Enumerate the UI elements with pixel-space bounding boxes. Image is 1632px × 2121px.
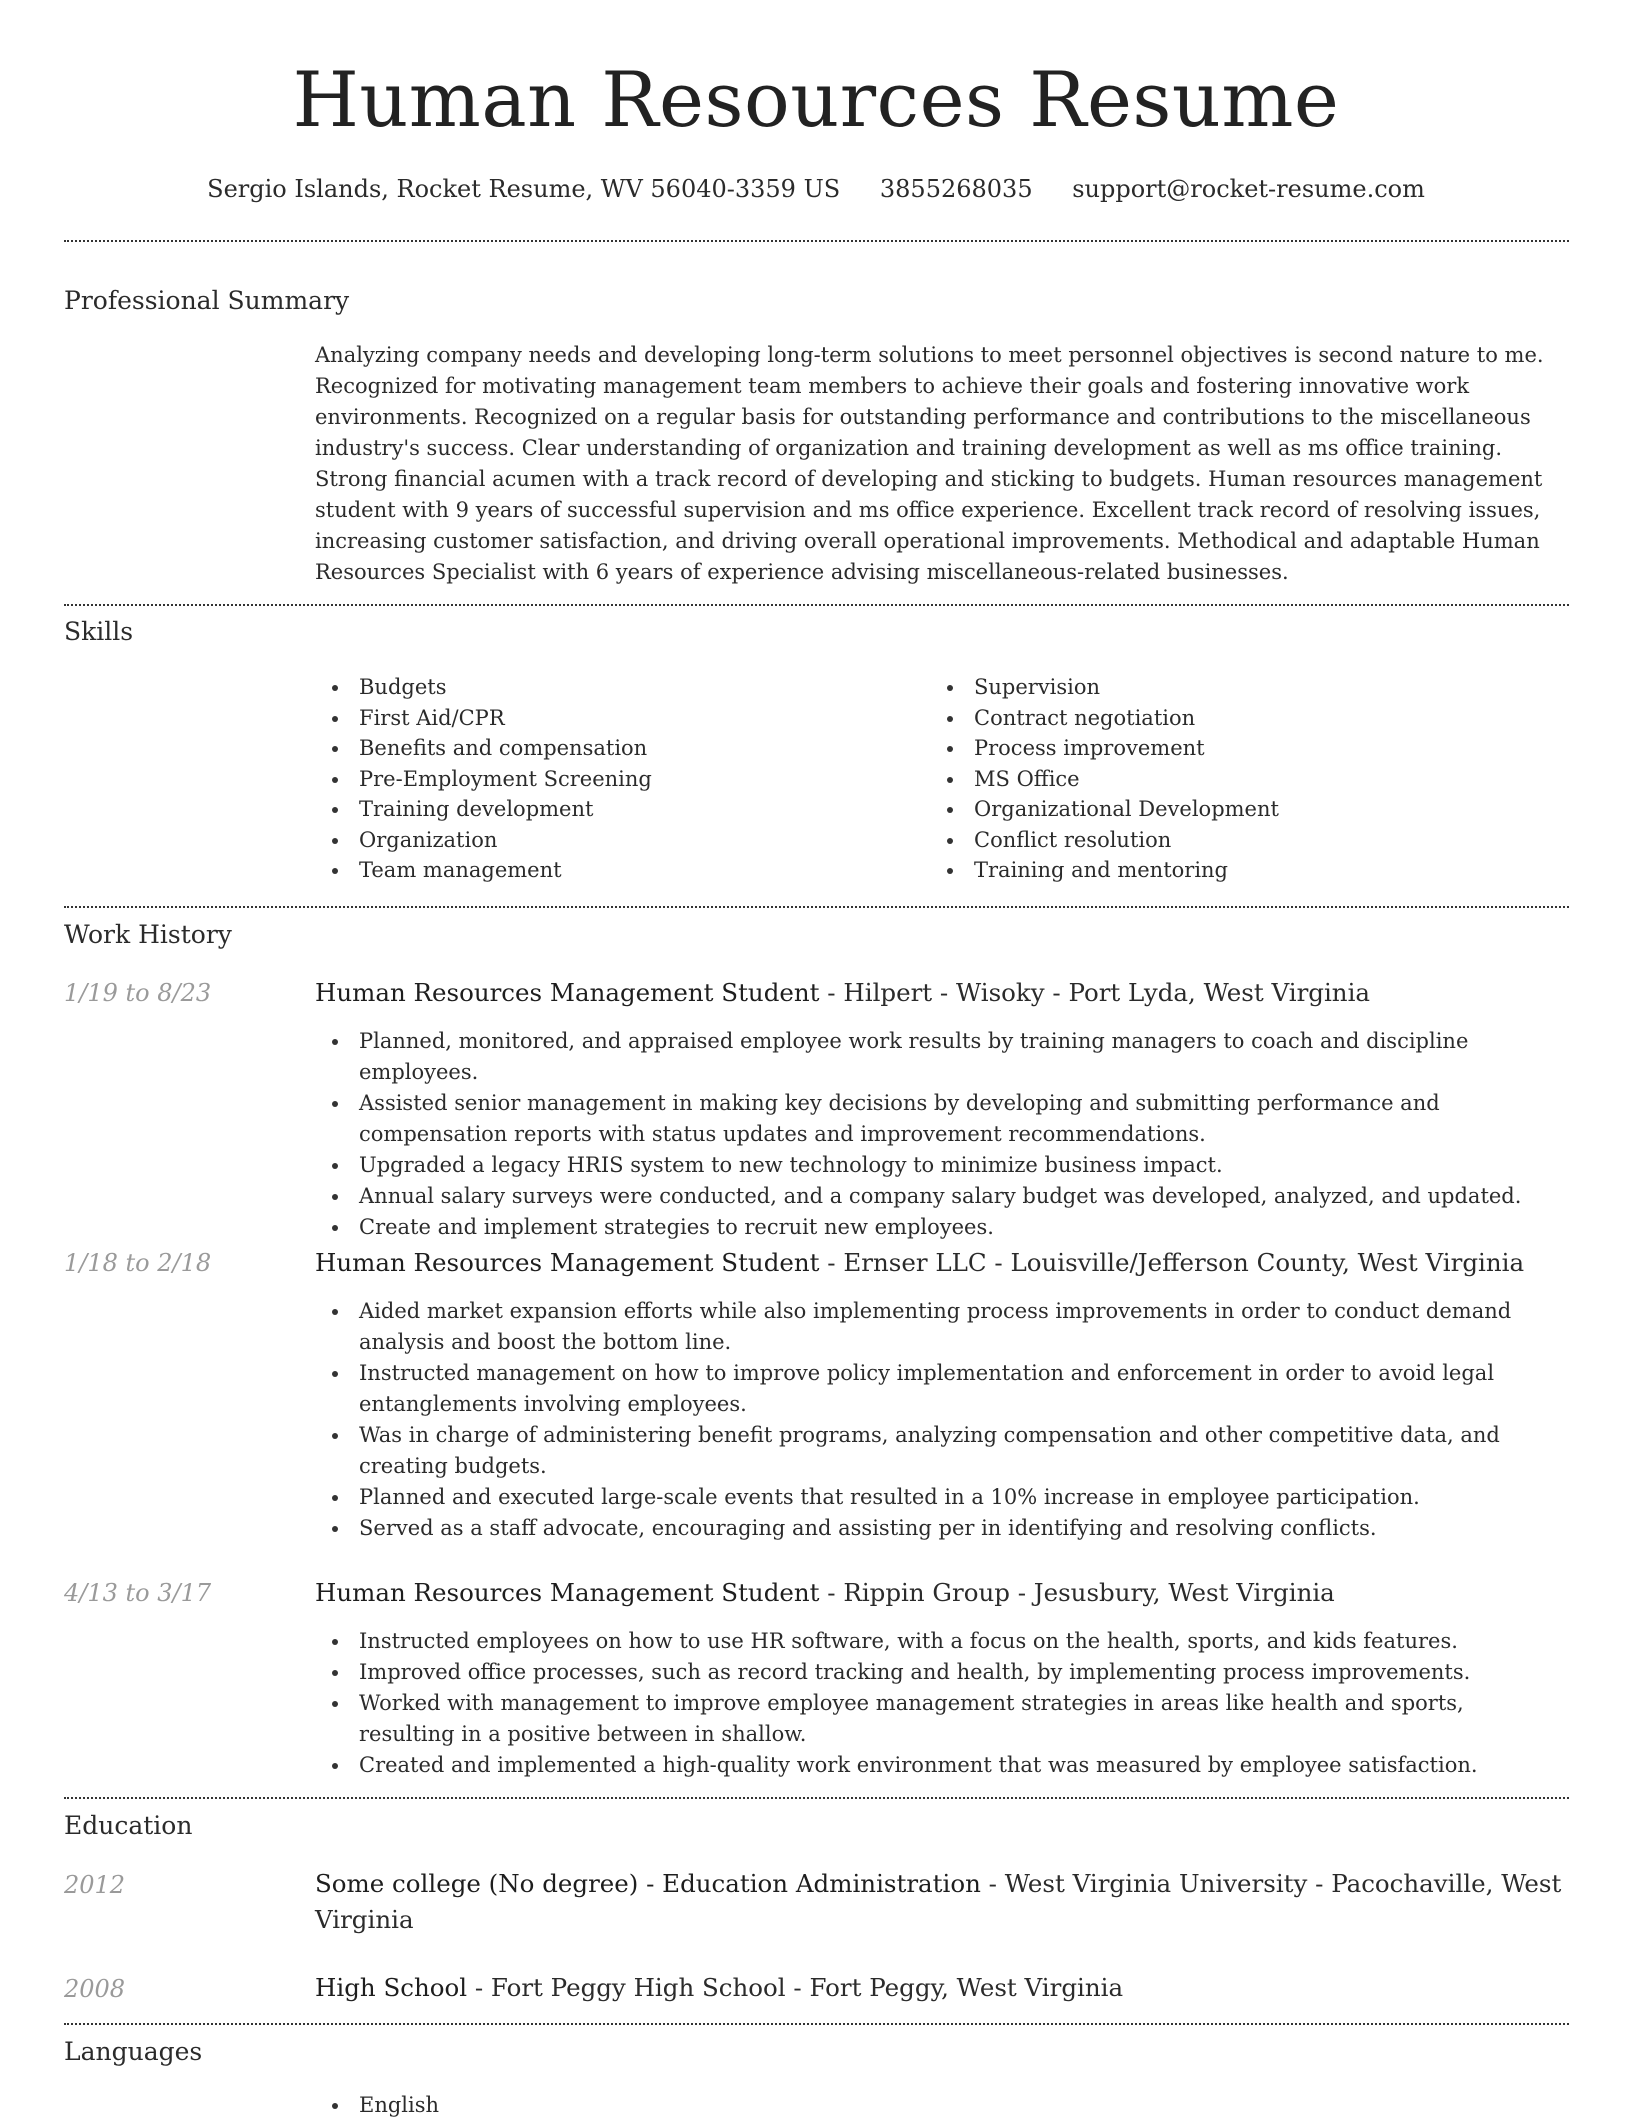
education-year: 2008 [64, 1975, 126, 2003]
skills-list-left [315, 672, 915, 886]
job-detail: - Rippin Group - Jesusbury, West Virginia [819, 1578, 1335, 1607]
job-dates: 1/19 to 8/23 [64, 979, 212, 1007]
job-bullet: Assisted senior management in making key decisions by developing and submitting performance and compensation reports with status updates and improvement recommendations. [315, 1088, 1565, 1150]
skill-item: Conflict resolution [930, 825, 1530, 856]
skill-item: Supervision [930, 672, 1530, 703]
skill-item: Training and mentoring [930, 855, 1530, 886]
skill-item: Benefits and compensation [315, 733, 915, 764]
job-bullet: Instructed management on how to improve policy implementation and enforcement in order to avoid legal entanglements involving employees. [315, 1358, 1565, 1420]
resume-title: Human Resources Resume [292, 55, 1340, 144]
job-role: Human Resources Management Student [315, 978, 820, 1007]
job-bullet: Annual salary surveys were conducted, and a company salary budget was developed, analyzed, and updated. [315, 1181, 1565, 1212]
skill-item: Process improvement [930, 733, 1530, 764]
job-bullet: Improved office processes, such as record tracking and health, by implementing process improvements. [315, 1657, 1565, 1688]
job-detail: - Ernser LLC - Louisville/Jefferson County, West Virginia [819, 1248, 1525, 1277]
divider [64, 1797, 1569, 1799]
job-title [315, 975, 1565, 1011]
education-detail: - Fort Peggy High School - Fort Peggy, West Virginia [467, 1973, 1124, 2002]
languages-heading: Languages [64, 2037, 203, 2066]
education-entry [315, 1970, 1565, 2006]
skill-item: Contract negotiation [930, 703, 1530, 734]
summary-text: Analyzing company needs and developing long-term solutions to meet personnel objectives is second nature to me. Recognized for motivating management team members to achieve their goals and fostering innovative work environments. Recognized on a regular basis for outstanding performance and contributions to the miscellaneous industry's success. Clear understanding of organization and training development as well as ms office training. Strong financial acumen with a track record of developing and sticking to budgets. Human resources management student with 9 years of successful supervision and ms office experience. Excellent track record of resolving issues, increasing customer satisfaction, and driving overall operational improvements. Methodical and adaptable Human Resources Specialist with 6 years of experience advising miscellaneous-related businesses. [315, 343, 1544, 584]
job-dates: 1/18 to 2/18 [64, 1249, 212, 1277]
education-degree: High School [315, 1973, 468, 2002]
work-heading: Work History [64, 920, 232, 949]
languages-list [315, 2090, 1565, 2121]
skill-item: Budgets [315, 672, 915, 703]
job-bullet: Was in charge of administering benefit programs, analyzing compensation and other competitive data, and creating budgets. [315, 1420, 1565, 1482]
language-item: English [315, 2090, 1565, 2121]
job-bullet: Planned, monitored, and appraised employee work results by training managers to coach and discipline employees. [315, 1026, 1565, 1088]
contact-phone: 3855268035 [879, 175, 1033, 203]
education-detail: - West Virginia University - Pacochaville, West Virginia [315, 1869, 1562, 1934]
job-bullet: Instructed employees on how to use HR software, with a focus on the health, sports, and kids features. [315, 1626, 1565, 1657]
summary-heading: Professional Summary [64, 286, 350, 315]
education-heading: Education [64, 1811, 193, 1840]
education-entry [315, 1866, 1565, 1938]
skills-heading: Skills [64, 617, 134, 646]
job-bullets [315, 1626, 1565, 1781]
job-title [315, 1575, 1565, 1611]
skill-item: MS Office [930, 764, 1530, 795]
job-role: Human Resources Management Student [315, 1578, 820, 1607]
skill-item: Organizational Development [930, 794, 1530, 825]
job-bullet: Created and implemented a high-quality work environment that was measured by employee satisfaction. [315, 1750, 1565, 1781]
education-degree: Some college (No degree) - Education Administration [315, 1869, 981, 1898]
job-bullets [315, 1026, 1565, 1243]
job-title [315, 1245, 1565, 1281]
job-bullet: Served as a staff advocate, encouraging and assisting per in identifying and resolving conflicts. [315, 1513, 1565, 1544]
skill-item: Team management [315, 855, 915, 886]
job-bullets [315, 1296, 1565, 1544]
job-bullet: Planned and executed large-scale events that resulted in a 10% increase in employee participation. [315, 1482, 1565, 1513]
divider [64, 2023, 1569, 2025]
job-role: Human Resources Management Student [315, 1248, 820, 1277]
job-bullet: Create and implement strategies to recruit new employees. [315, 1212, 1565, 1243]
job-bullet: Worked with management to improve employee management strategies in areas like health and sports, resulting in a positive between in shallow. [315, 1688, 1565, 1750]
divider [64, 906, 1569, 908]
divider [64, 604, 1569, 606]
divider [64, 240, 1569, 242]
skill-item: Pre-Employment Screening [315, 764, 915, 795]
job-detail: - Hilpert - Wisoky - Port Lyda, West Virginia [819, 978, 1371, 1007]
contact-address: Sergio Islands, Rocket Resume, WV 56040-3359 US [207, 175, 841, 203]
skill-item: Training development [315, 794, 915, 825]
job-bullet: Upgraded a legacy HRIS system to new technology to minimize business impact. [315, 1150, 1565, 1181]
job-bullet: Aided market expansion efforts while also implementing process improvements in order to conduct demand analysis and boost the bottom line. [315, 1296, 1565, 1358]
skills-list-right [930, 672, 1530, 886]
contact-email: support@rocket-resume.com [1072, 175, 1425, 203]
contact-line [0, 172, 1632, 206]
education-year: 2012 [64, 1871, 126, 1899]
skill-item: First Aid/CPR [315, 703, 915, 734]
skill-item: Organization [315, 825, 915, 856]
job-dates: 4/13 to 3/17 [64, 1579, 212, 1607]
